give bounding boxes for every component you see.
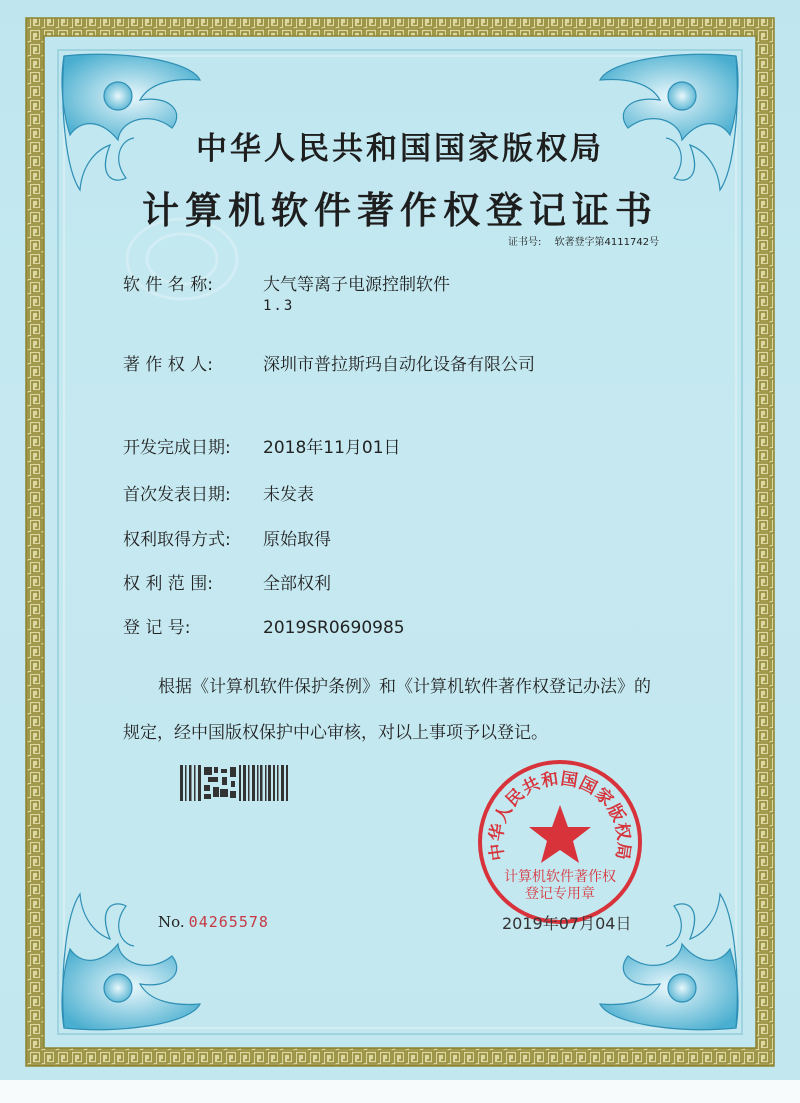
registration-value: 2019SR0690985 xyxy=(263,618,405,638)
seal-ring-text: 中华人民共和国国家版权局 xyxy=(486,769,634,862)
issue-date: 2019年07月04日 xyxy=(502,914,632,933)
registration-row xyxy=(123,613,405,638)
certificate-number-value: 软著登字第4111742号 xyxy=(554,237,660,248)
completion-date-row xyxy=(123,433,401,458)
software-name-label: 软 件 名 称: xyxy=(123,275,213,295)
scope-value: 全部权利 xyxy=(263,574,331,594)
copyright-owner-value: 深圳市普拉斯玛自动化设备有限公司 xyxy=(263,355,535,375)
acquisition-value: 原始取得 xyxy=(263,530,331,550)
certificate-title: 计算机软件著作权登记证书 xyxy=(142,188,658,232)
issuing-authority: 中华人民共和国国家版权局 xyxy=(196,131,604,167)
copyright-owner-row xyxy=(123,350,535,375)
certificate-number-label: 证书号: xyxy=(508,237,542,248)
seal-line-1: 计算机软件著作权 xyxy=(504,869,616,885)
serial-number-value: 04265578 xyxy=(188,913,269,931)
certificate-number xyxy=(508,233,659,248)
publish-date-label: 首次发表日期: xyxy=(123,485,231,505)
serial-number-label: No. xyxy=(158,913,185,931)
copyright-owner-label: 著 作 权 人: xyxy=(123,355,213,375)
software-name-row xyxy=(123,270,450,295)
statement-line-2: 规定，经中国版权保护中心审核，对以上事项予以登记。 xyxy=(123,723,548,743)
statement-line-1: 根据《计算机软件保护条例》和《计算机软件著作权登记办法》的 xyxy=(158,677,651,697)
seal-star-icon xyxy=(529,805,591,863)
software-name-value: 大气等离子电源控制软件 xyxy=(263,275,450,295)
publish-date-row xyxy=(123,480,314,505)
scope-label: 权 利 范 围: xyxy=(123,574,213,594)
software-version: 1.3 xyxy=(263,298,295,314)
completion-date-label: 开发完成日期: xyxy=(123,438,231,458)
official-seal xyxy=(475,757,645,927)
serial-number xyxy=(158,913,269,931)
acquisition-row xyxy=(123,525,331,550)
completion-date-value: 2018年11月01日 xyxy=(263,438,401,458)
publish-date-value: 未发表 xyxy=(263,485,314,505)
acquisition-label: 权利取得方式: xyxy=(123,530,231,550)
scope-row xyxy=(123,569,331,594)
seal-line-2: 登记专用章 xyxy=(525,886,595,902)
registration-label: 登 记 号: xyxy=(123,618,191,638)
barcode-icon xyxy=(180,765,290,801)
